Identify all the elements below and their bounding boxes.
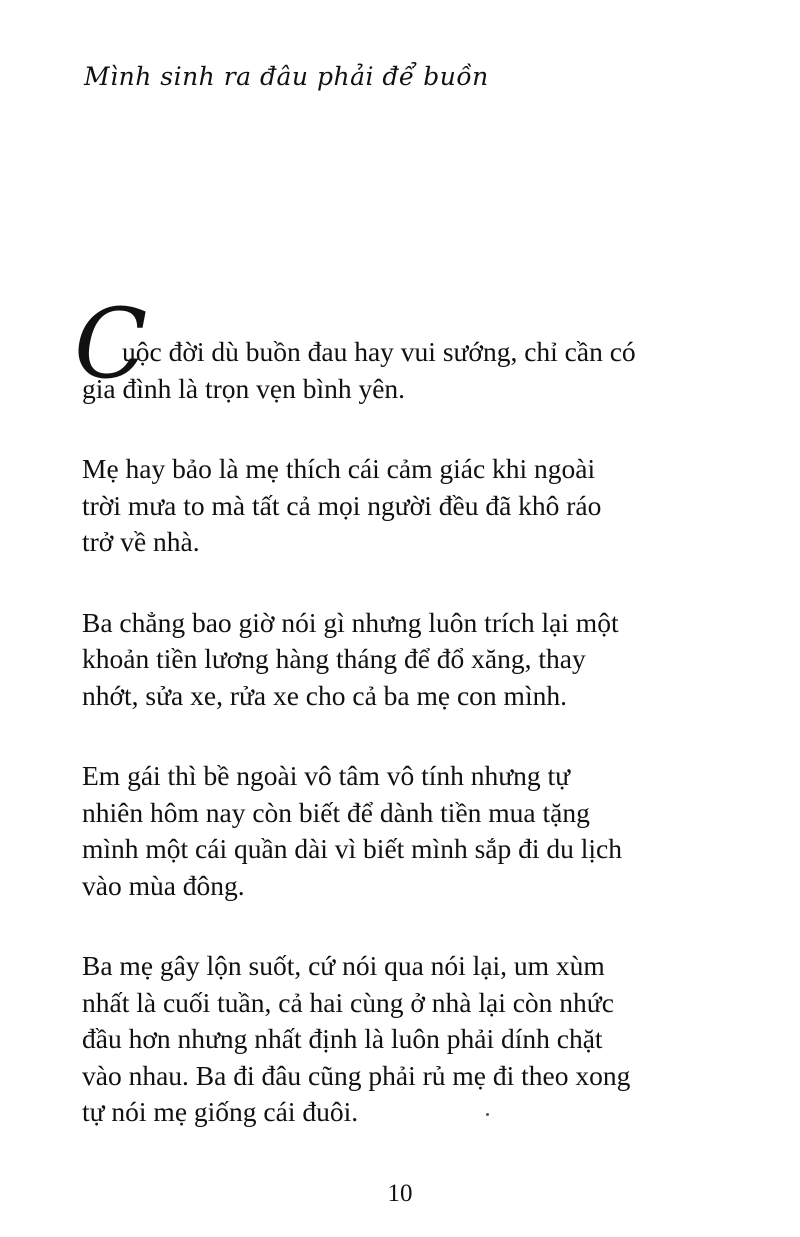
page-number: 10 xyxy=(387,1180,413,1207)
paragraph-4 xyxy=(82,758,752,904)
text-line: Em gái thì bề ngoài vô tâm vô tính nhưng tự xyxy=(82,760,571,791)
text-line: Mẹ hay bảo là mẹ thích cái cảm giác khi ngoài xyxy=(82,453,596,484)
text-line: mình một cái quần dài vì biết mình sắp đi du lịch xyxy=(82,833,622,864)
drop-cap: C xyxy=(74,288,148,400)
text-line: uộc đời dù buồn đau hay vui sướng, chỉ cần có xyxy=(122,336,636,367)
text-line: nhiên hôm nay còn biết để dành tiền mua tặng xyxy=(82,796,590,828)
text-line: vào nhau. Ba đi đâu cũng phải rủ mẹ đi theo xong xyxy=(82,1059,631,1091)
text-line: trở về nhà. xyxy=(82,526,200,557)
body-text xyxy=(74,288,752,1175)
text-line: nhất là cuối tuần, cả hai cùng ở nhà lại còn nhức xyxy=(82,986,614,1018)
text-line: nhớt, sửa xe, rửa xe cho cả ba mẹ con mình. xyxy=(82,679,567,711)
paragraph-3 xyxy=(82,605,752,715)
text-line: trời mưa to mà tất cả mọi người đều đã khô ráo xyxy=(82,489,602,521)
text-line: Ba chẳng bao giờ nói gì nhưng luôn trích lại một xyxy=(82,606,619,638)
text-line: tự nói mẹ giống cái đuôi. xyxy=(82,1096,359,1127)
text-line: vào mùa đông. xyxy=(82,869,245,901)
text-line: đầu hơn nhưng nhất định là luôn phải dính chặt xyxy=(82,1023,603,1054)
running-head: Mình sinh ra đâu phải để buồn xyxy=(84,62,489,91)
paragraph-1 xyxy=(74,288,752,407)
paragraph-2 xyxy=(82,451,752,561)
paragraph-5 xyxy=(82,948,752,1131)
text-line: khoản tiền lương hàng tháng để đổ xăng, thay xyxy=(82,643,586,674)
text-line: gia đình là trọn vẹn bình yên. xyxy=(82,372,406,404)
text-line: Ba mẹ gây lộn suốt, cứ nói qua nói lại, um xùm xyxy=(82,950,605,981)
ink-speck xyxy=(486,1113,489,1116)
